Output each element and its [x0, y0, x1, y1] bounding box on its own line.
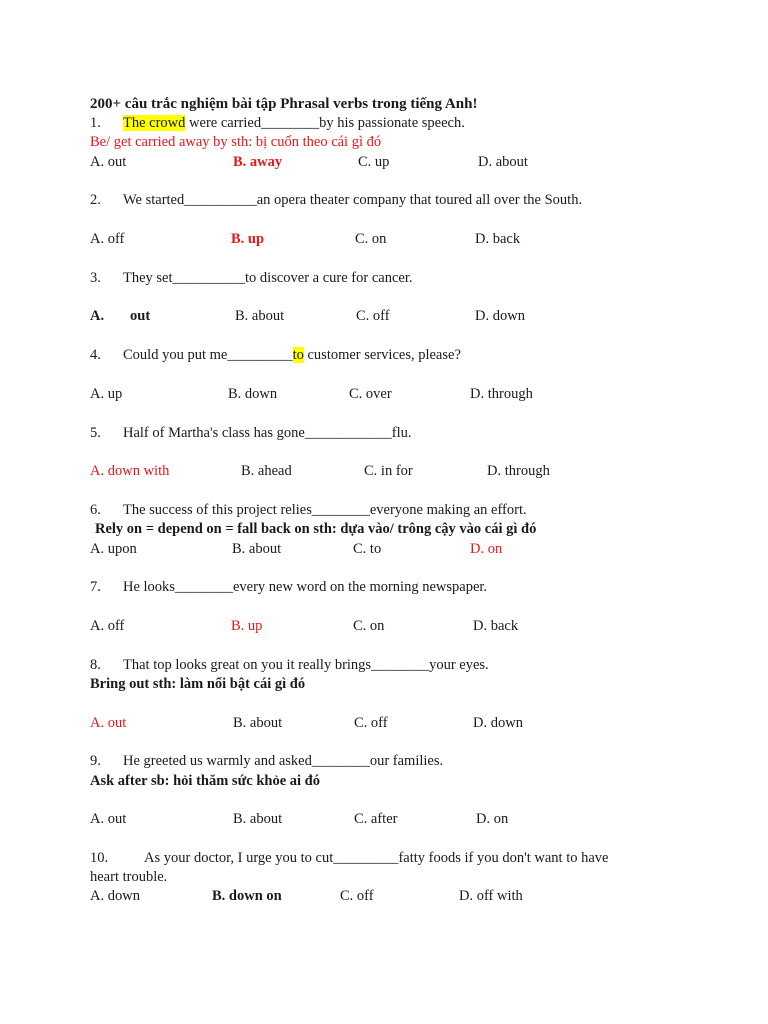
document-title: 200+ câu trắc nghiệm bài tập Phrasal verbs trong tiếng Anh!	[90, 96, 478, 112]
option-d: D. back	[473, 618, 519, 634]
question-6	[90, 501, 527, 519]
question-text: Half of Martha's class has gone____________flu.	[123, 425, 412, 441]
question-number: 2.	[90, 192, 101, 208]
question-text: As your doctor, I urge you to cut_________fatty foods if you don't want to have	[144, 850, 609, 866]
question-text: He looks________every new word on the morning newspaper.	[123, 579, 488, 595]
option-a: A. down with	[90, 463, 170, 479]
option-c: C. to	[353, 541, 382, 557]
question-text: They set__________to discover a cure for cancer.	[123, 270, 413, 286]
question-number: 7.	[90, 579, 101, 595]
option-c: C. off	[356, 308, 390, 324]
question-number: 4.	[90, 347, 101, 363]
option-b: B. about	[232, 541, 282, 557]
question-number: 6.	[90, 502, 101, 518]
question-2	[90, 191, 582, 209]
option-b: B. up	[231, 618, 263, 634]
question-text: Could you put me_________	[123, 347, 293, 363]
question-8-options	[90, 714, 730, 732]
option-a: A. out	[90, 811, 127, 827]
option-b: B. away	[233, 154, 283, 170]
question-number: 8.	[90, 657, 101, 673]
option-c: C. over	[349, 386, 392, 402]
question-2-options	[90, 230, 730, 248]
option-d: D. on	[470, 541, 503, 557]
option-c: C. in for	[364, 463, 413, 479]
question-10-options	[90, 887, 730, 905]
question-10	[90, 849, 608, 867]
option-a: A. off	[90, 618, 125, 634]
question-6-note: Rely on = depend on = fall back on sth: dựa vào/ trông cậy vào cái gì đó	[95, 521, 537, 537]
highlight: to	[292, 347, 304, 363]
option-b: B. ahead	[241, 463, 292, 479]
option-d: D. back	[475, 231, 521, 247]
question-text: The success of this project relies________everyone making an effort.	[123, 502, 527, 518]
option-a: A. out	[90, 715, 127, 731]
question-7	[90, 578, 487, 596]
question-4	[90, 346, 461, 364]
question-9	[90, 752, 443, 770]
question-8	[90, 656, 489, 674]
option-b: B. down on	[212, 888, 282, 904]
question-10-continuation: heart trouble.	[90, 869, 168, 885]
question-text: We started__________an opera theater company that toured all over the South.	[123, 192, 583, 208]
option-a: out	[130, 308, 151, 324]
option-c: C. after	[354, 811, 398, 827]
option-b: B. down	[228, 386, 278, 402]
question-4-options	[90, 385, 730, 403]
option-d: D. down	[475, 308, 525, 324]
option-d: D. down	[473, 715, 523, 731]
option-c: C. on	[353, 618, 385, 634]
question-1	[90, 114, 465, 132]
option-d: D. about	[478, 154, 528, 170]
option-a: A. upon	[90, 541, 137, 557]
question-number: 5.	[90, 425, 101, 441]
question-9-note: Ask after sb: hỏi thăm sức khỏe ai đó	[90, 773, 320, 789]
question-1-note: Be/ get carried away by sth: bị cuốn theo cái gì đó	[90, 134, 382, 150]
option-c: C. off	[354, 715, 388, 731]
question-9-options	[90, 810, 730, 828]
option-a-letter: A.	[90, 308, 105, 324]
question-number: 3.	[90, 270, 101, 286]
option-d: D. on	[476, 811, 509, 827]
option-c: C. off	[340, 888, 374, 904]
option-a: A. out	[90, 154, 127, 170]
question-number: 10.	[90, 850, 109, 866]
option-c: C. on	[355, 231, 387, 247]
question-5-options	[90, 462, 730, 480]
question-3-options	[90, 307, 730, 325]
highlight: The crowd	[123, 115, 186, 131]
question-3	[90, 269, 413, 287]
question-8-note: Bring out sth: làm nổi bật cái gì đó	[90, 676, 306, 692]
option-d: D. through	[487, 463, 550, 479]
option-d: D. through	[470, 386, 533, 402]
option-b: B. about	[233, 715, 283, 731]
question-text: That top looks great on you it really brings________your eyes.	[123, 657, 489, 673]
question-text-end: customer services, please?	[303, 347, 461, 363]
option-d: D. off with	[459, 888, 523, 904]
question-text: He greeted us warmly and asked________our families.	[123, 753, 444, 769]
question-5	[90, 424, 412, 442]
question-number: 9.	[90, 753, 101, 769]
option-a: A. down	[90, 888, 140, 904]
option-a: A. up	[90, 386, 123, 402]
question-6-options	[90, 540, 730, 558]
question-text: were carried________by his passionate speech.	[185, 115, 465, 131]
question-1-options	[90, 153, 730, 171]
option-c: C. up	[358, 154, 390, 170]
option-a: A. off	[90, 231, 125, 247]
option-b: B. about	[235, 308, 285, 324]
question-7-options	[90, 617, 730, 635]
question-number: 1.	[90, 115, 101, 131]
option-b: B. up	[231, 231, 265, 247]
option-b: B. about	[233, 811, 283, 827]
